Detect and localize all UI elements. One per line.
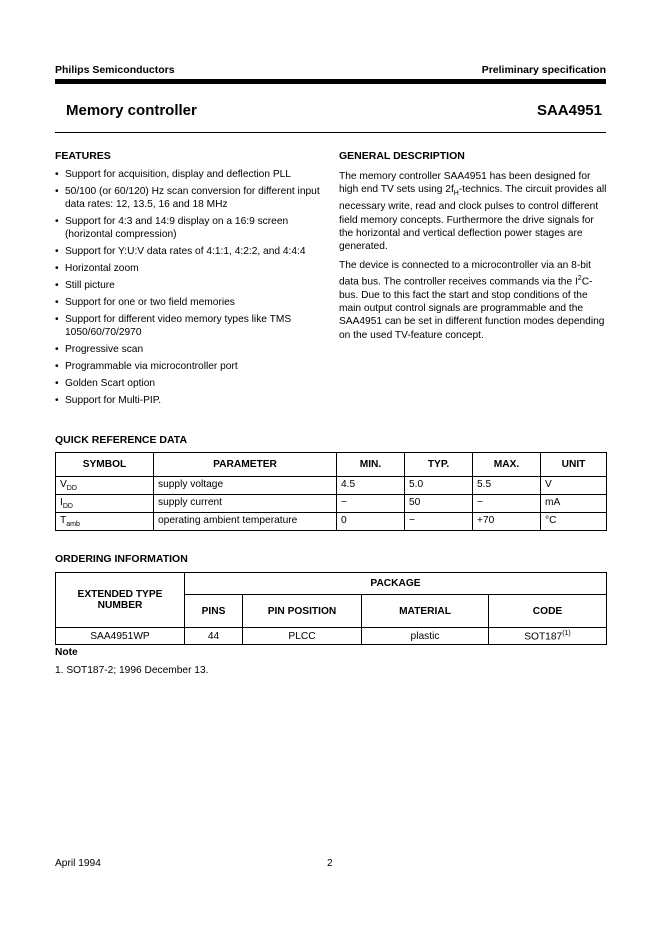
description-paragraph (339, 259, 607, 342)
param-cell: supply current (154, 495, 337, 513)
description-text: The device is connected to a microcontroller via an 8-bit data bus. The controller receives commands via the I (339, 260, 591, 288)
table-header-row (56, 573, 607, 595)
max-cell: +70 (473, 513, 541, 531)
pins-cell: 44 (185, 628, 243, 645)
table-row (56, 477, 607, 495)
description-text: -technics. The circuit provides all necessary write, read and clock pulses to control different field memory concepts. Furthermore the drive signals for the horizontal and vertical deflection power stages are generated. (339, 184, 607, 253)
part-number: SAA4951 (536, 102, 602, 119)
list-item: • Progressive scan (55, 343, 325, 356)
typ-cell: 5.0 (405, 477, 473, 495)
note-text: 1. SOT187-2; 1996 December 13. (55, 665, 209, 676)
page-number: 2 (327, 858, 333, 869)
title-rule (55, 132, 606, 133)
col-header: SYMBOL (56, 453, 154, 477)
material-cell: plastic (362, 628, 489, 645)
col-header: TYP. (405, 453, 473, 477)
col-header: EXTENDED TYPE NUMBER (56, 573, 185, 628)
superscript: (1) (562, 630, 571, 637)
typ-cell: − (405, 513, 473, 531)
symbol-cell (56, 513, 154, 531)
param-cell: operating ambient temperature (154, 513, 337, 531)
features-list (55, 168, 325, 411)
ordering-heading: ORDERING INFORMATION (55, 553, 188, 565)
col-header: CODE (489, 595, 607, 628)
quick-ref-heading: QUICK REFERENCE DATA (55, 434, 188, 446)
list-item: • Golden Scart option (55, 377, 325, 390)
spec-type: Preliminary specification (481, 64, 606, 76)
page-title: Memory controller (66, 102, 197, 119)
min-cell: − (337, 495, 405, 513)
code-text: SOT187 (524, 631, 563, 643)
table-header-row (56, 453, 607, 477)
position-cell: PLCC (243, 628, 362, 645)
list-item: • Still picture (55, 279, 325, 292)
table-row (56, 513, 607, 531)
note-heading: Note (55, 647, 78, 658)
description-text: The memory controller SAA4951 has been designed for high end TV sets using 2f (339, 171, 591, 196)
description-text: C-bus. Due to this fact the start and stop conditions of the main output control signals are programmable and the SAA4951 can be set in different function modes depending on the used TV-feature concept. (339, 276, 605, 341)
max-cell: − (473, 495, 541, 513)
company-name: Philips Semiconductors (55, 64, 175, 76)
col-header: UNIT (541, 453, 607, 477)
list-item: • Support for Y:U:V data rates of 4:1:1, 4:2:2, and 4:4:4 (55, 245, 325, 258)
table-row (56, 628, 607, 645)
list-item: • Support for one or two field memories (55, 296, 325, 309)
col-header: PIN POSITION (243, 595, 362, 628)
subscript: amb (66, 521, 80, 529)
general-heading: GENERAL DESCRIPTION (339, 150, 465, 162)
col-header: PINS (185, 595, 243, 628)
superscript: 2 (577, 275, 582, 283)
symbol-cell (56, 477, 154, 495)
list-item: • Support for Multi-PIP. (55, 394, 325, 407)
unit-cell: V (541, 477, 607, 495)
col-header: PACKAGE (185, 573, 607, 595)
max-cell: 5.5 (473, 477, 541, 495)
table-row (56, 495, 607, 513)
min-cell: 0 (337, 513, 405, 531)
type-cell: SAA4951WP (56, 628, 185, 645)
list-item: • Programmable via microcontroller port (55, 360, 325, 373)
min-cell: 4.5 (337, 477, 405, 495)
list-item: • Support for acquisition, display and deflection PLL (55, 168, 325, 181)
ordering-table (55, 572, 607, 645)
features-heading: FEATURES (55, 150, 111, 162)
unit-cell: °C (541, 513, 607, 531)
typ-cell: 50 (405, 495, 473, 513)
code-cell (489, 628, 607, 645)
unit-cell: mA (541, 495, 607, 513)
symbol: V (60, 479, 67, 490)
subscript: DD (62, 503, 73, 511)
symbol: T (60, 515, 67, 527)
col-header: PARAMETER (154, 453, 337, 477)
list-item: • 50/100 (or 60/120) Hz scan conversion for different input data rates: 12, 13.5, 16 and 18 MHz (55, 185, 325, 211)
list-item: • Horizontal zoom (55, 262, 325, 275)
subscript: DD (66, 485, 77, 493)
header-rule (55, 79, 606, 84)
col-header: MAX. (473, 453, 541, 477)
quick-ref-table (55, 452, 607, 531)
col-header: MATERIAL (362, 595, 489, 628)
subscript: H (453, 190, 459, 198)
symbol-cell (56, 495, 154, 513)
symbol: I (60, 497, 63, 509)
description-paragraph (339, 170, 607, 253)
param-cell: supply voltage (154, 477, 337, 495)
general-description (339, 170, 607, 348)
col-header: MIN. (337, 453, 405, 477)
list-item: • Support for 4:3 and 14:9 display on a 16:9 screen (horizontal compression) (55, 215, 325, 241)
list-item: • Support for different video memory types like TMS 1050/60/70/2970 (55, 313, 325, 339)
footer-date: April 1994 (55, 858, 101, 869)
